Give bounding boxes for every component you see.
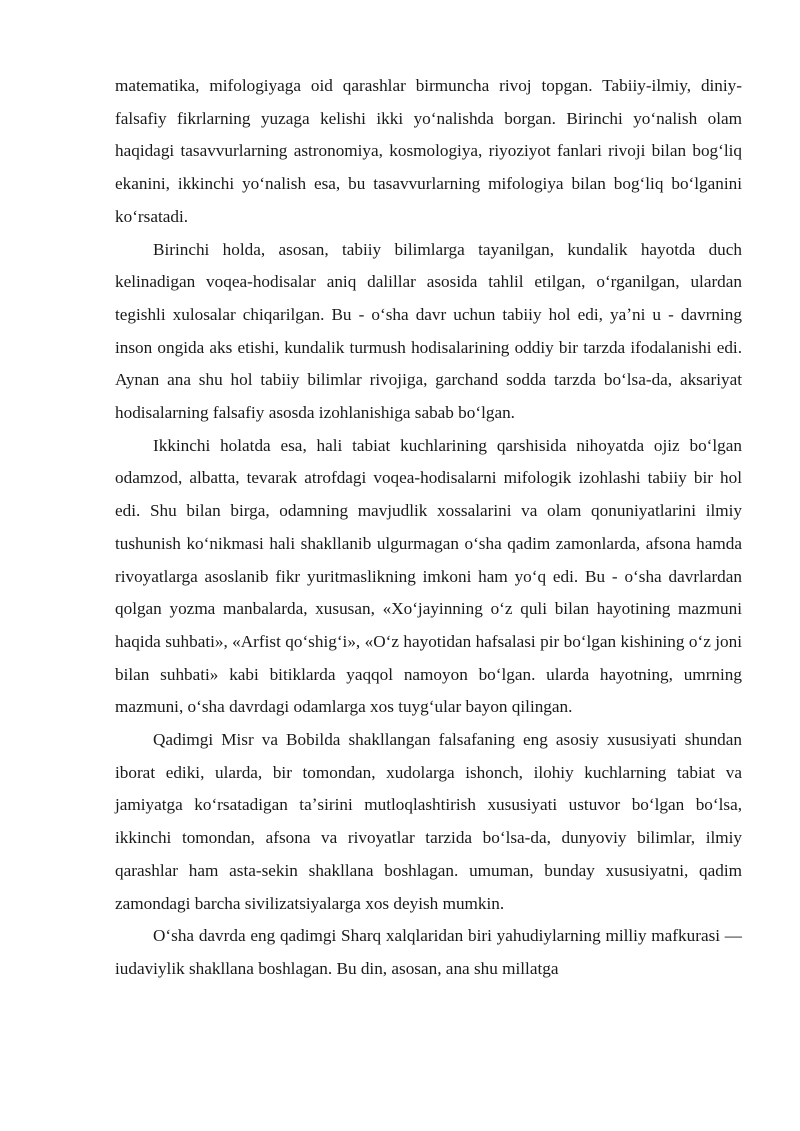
paragraph-2: Birinchi holda, asosan, tabiiy bilimlarga tayanilgan, kundalik hayotda duch kelinadigan voqea-hodisalar aniq dalillar asosida tahlil etilgan, oʻrganilgan, ulardan tegishli xulosalar chiqarilgan. Bu - oʻsha davr uchun tabiiy hol edi, yaʼni u - davrning inson ongida aks etishi, kundalik turmush hodisalarining oddiy bir tarzda ifodalanishi edi. Aynan ana shu hol tabiiy bilimlar rivojiga, garchand sodda tarzda boʻlsa-da, aksariyat hodisalarning falsafiy asosda izohlanishiga sabab boʻlgan. <box>115 239 742 423</box>
paragraph-5: Oʻsha davrda eng qadimgi Sharq xalqlaridan biri yahudiylarning milliy mafkurasi — iudaviylik shakllana boshlagan. Bu din, asosan, ana shu millatga <box>115 926 742 978</box>
paragraph-1: matematika, mifologiyaga oid qarashlar birmuncha rivoj topgan. Tabiiy-ilmiy, diniy-falsafiy fikrlarning yuzaga kelishi ikki yoʻnalishda borgan. Birinchi yoʻnalish olam haqidagi tasavvurlarning astronomiya, kosmologiya, riyoziyot fanlari rivoji bilan bogʻliq ekanini, ikkinchi yoʻnalish esa, bu tasavvurlarning mifologiya bilan bogʻliq boʻlganini koʻrsatadi. <box>115 76 742 226</box>
document-page <box>115 70 742 986</box>
paragraph-3: Ikkinchi holatda esa, hali tabiat kuchlarining qarshisida nihoyatda ojiz boʻlgan odamzod, albatta, tevarak atrofdagi voqea-hodisalarni mifologik izohlashi tabiiy bir hol edi. Shu bilan birga, odamning mavjudlik xossalarini va olam qonuniyatlarini ilmiy tushunish koʻnikmasi hali shakllanib ulgurmagan oʻsha qadim zamonlarda, afsona hamda rivoyatlarga asoslanib fikr yuritmaslikning imkoni ham yoʻq edi. Bu - oʻsha davrlardan qolgan yozma manbalarda, xususan, «Xoʻjayinning oʻz quli bilan hayotining mazmuni haqida suhbati», «Arfist qoʻshigʻi», «Oʻz hayotidan hafsalasi pir boʻlgan kishining oʻz joni bilan suhbati» kabi bitiklarda yaqqol namoyon boʻlgan. ularda hayotning, umrning mazmuni, oʻsha davrdagi odamlarga xos tuygʻular bayon qilingan. <box>115 435 742 717</box>
paragraph-4: Qadimgi Misr va Bobilda shakllangan falsafaning eng asosiy xususiyati shundan iborat ediki, ularda, bir tomondan, xudolarga ishonch, ilohiy kuchlarning tabiat va jamiyatga koʻrsatadigan taʼsirini mutloqlashtirish xususiyati ustuvor boʻlgan boʻlsa, ikkinchi tomondan, afsona va rivoyatlar tarzida boʻlsa-da, dunyoviy bilimlar, ilmiy qarashlar ham asta-sekin shakllana boshlagan. umuman, bunday xususiyatni, qadim zamondagi barcha sivilizatsiyalarga xos deyish mumkin. <box>115 730 742 913</box>
